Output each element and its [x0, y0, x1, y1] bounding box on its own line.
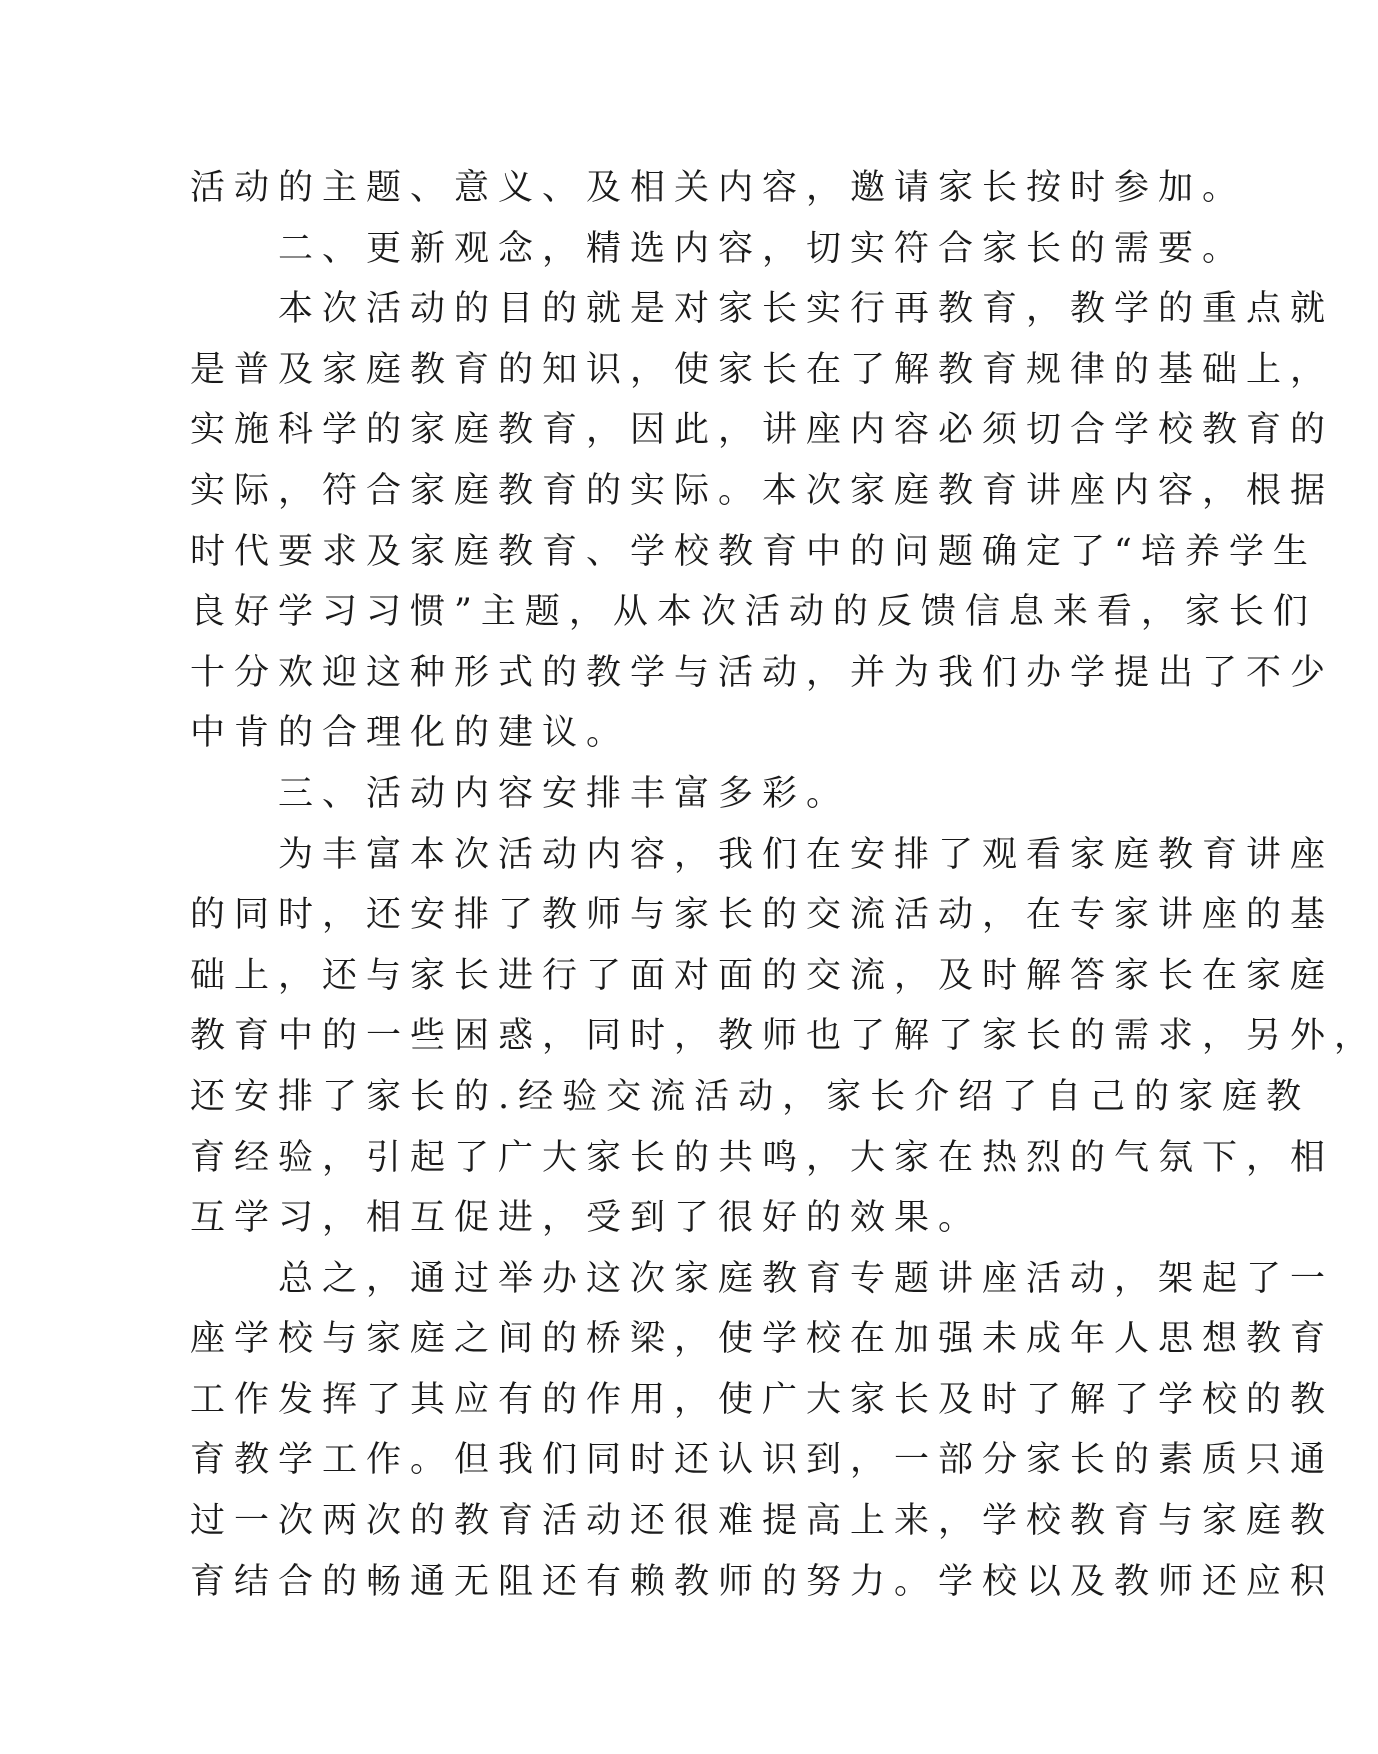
paragraph-first-line: 本次活动的目的就是对家长实行再教育，教学的重点就 — [278, 289, 1335, 330]
paragraph-first-line: 三、活动内容安排丰富多彩。 — [278, 773, 851, 814]
text-line: 育教学工作。但我们同时还认识到，一部分家长的素质只通 — [190, 1440, 1335, 1481]
text-line: 础上，还与家长进行了面对面的交流，及时解答家长在家庭 — [190, 955, 1335, 996]
text-line: 工作发挥了其应有的作用，使广大家长及时了解了学校的教 — [190, 1379, 1335, 1420]
text-line: 实际，符合家庭教育的实际。本次家庭教育讲座内容，根据 — [190, 470, 1335, 511]
text-line: 活动的主题、意义、及相关内容，邀请家长按时参加。 — [190, 168, 1247, 208]
text-line: 是普及家庭教育的知识，使家长在了解教育规律的基础上， — [190, 349, 1335, 390]
text-line: 教育中的一些困惑，同时，教师也了解了家长的需求，另外， — [190, 1016, 1378, 1057]
text-line: 过一次两次的教育活动还很难提高上来，学校教育与家庭教 — [190, 1501, 1335, 1542]
paragraph-first-line: 二、更新观念，精选内容，切实符合家长的需要。 — [278, 228, 1247, 269]
text-line: 中肯的合理化的建议。 — [190, 713, 631, 754]
text-line: 育经验，引起了广大家长的共鸣，大家在热烈的气氛下，相 — [190, 1137, 1335, 1178]
paragraph-first-line: 总之，通过举办这次家庭教育专题讲座活动，架起了一 — [278, 1258, 1335, 1299]
text-line: 还安排了家长的.经验交流活动，家长介绍了自己的家庭教 — [190, 1076, 1311, 1117]
text-line: 的同时，还安排了教师与家长的交流活动，在专家讲座的基 — [190, 895, 1335, 936]
paragraph-first-line: 为丰富本次活动内容，我们在安排了观看家庭教育讲座 — [278, 834, 1335, 875]
text-line: 实施科学的家庭教育，因此，讲座内容必须切合学校教育的 — [190, 410, 1335, 451]
text-line: 育结合的畅通无阻还有赖教师的努力。学校以及教师还应积 — [190, 1561, 1335, 1602]
document-body — [190, 158, 1378, 1612]
text-line: 十分欢迎这种形式的教学与活动，并为我们办学提出了不少 — [190, 652, 1335, 693]
text-line: 良好学习习惯”主题，从本次活动的反馈信息来看，家长们 — [190, 592, 1317, 633]
text-line: 互学习，相互促进，受到了很好的效果。 — [190, 1198, 983, 1239]
text-line: 座学校与家庭之间的桥梁，使学校在加强未成年人思想教育 — [190, 1319, 1335, 1360]
text-line: 时代要求及家庭教育、学校教育中的问题确定了“培养学生 — [190, 531, 1317, 572]
